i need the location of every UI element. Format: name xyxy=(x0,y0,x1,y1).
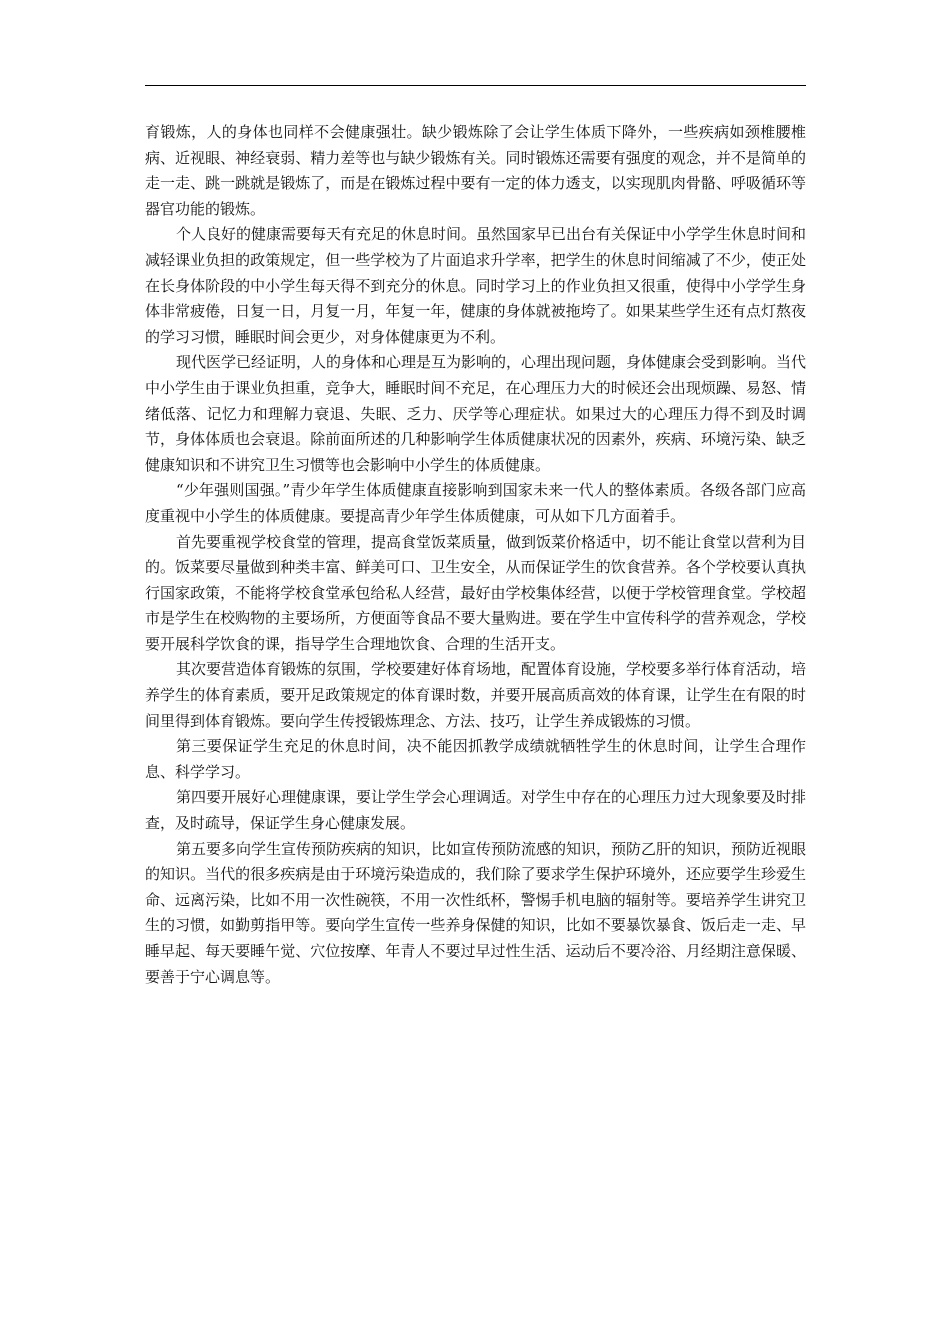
header-rule xyxy=(145,85,806,86)
paragraph-sports: 其次要营造体育锻炼的氛围，学校要建好体育场地，配置体育设施，学校要多举行体育活动，培养学生的体育素质，要开足政策规定的体育课时数，并要开展高质高效的体育课，让学生在有限的时间里得到体育锻炼。要向学生传授锻炼理念、方法、技巧，让学生养成锻炼的习惯。 xyxy=(145,660,807,730)
paragraph-exercise-continued: 育锻炼，人的身体也同样不会健康强壮。缺少锻炼除了会让学生体质下降外，一些疾病如颈椎腰椎病、近视眼、神经衰弱、精力差等也与缺少锻炼有关。同时锻炼还需要有强度的观念，并不是简单的走一走、跳一跳就是锻炼了，而是在锻炼过程中要有一定的体力透支，以实现肌肉骨骼、呼吸循环等器官功能的锻炼。 xyxy=(145,123,806,218)
paragraph-rest-guarantee: 第三要保证学生充足的休息时间，决不能因抓教学成绩就牺牲学生的休息时间，让学生合理作息、科学学习。 xyxy=(145,737,806,781)
paragraph-psychology: 现代医学已经证明，人的身体和心理是互为影响的，心理出现问题，身体健康会受到影响。当代中小学生由于课业负担重，竞争大，睡眠时间不充足，在心理压力大的时候还会出现烦躁、易怒、情绪低落、记忆力和理解力衰退、失眠、乏力、厌学等心理症状。如果过大的心理压力得不到及时调节，身体体质也会衰退。除前面所述的几种影响学生体质健康状况的因素外，疾病、环境污染、缺乏健康知识和不讲究卫生习惯等也会影响中小学生的体质健康。 xyxy=(145,353,807,474)
paragraph-canteen: 首先要重视学校食堂的管理，提高食堂饭菜质量，做到饭菜价格适中，切不能让食堂以营利为目的。饭菜要尽量做到种类丰富、鲜美可口、卫生安全，从而保证学生的饮食营养。各个学校要认真执行国家政策，不能将学校食堂承包给私人经营，最好由学校集体经营，以便于学校管理食堂。学校超市是学生在校购物的主要场所，方便面等食品不要大量购进。要在学生中宣传科学的营养观念，学校要开展科学饮食的课，指导学生合理地饮食、合理的生活开支。 xyxy=(145,532,807,653)
paragraph-mental-health: 第四要开展好心理健康课，要让学生学会心理调适。对学生中存在的心理压力过大现象要及时排查，及时疏导，保证学生身心健康发展。 xyxy=(145,788,807,833)
paragraph-rest-time: 个人良好的健康需要每天有充足的休息时间。虽然国家早已出台有关保证中小学学生休息时间和减轻课业负担的政策规定，但一些学校为了片面追求升学率，把学生的休息时间缩减了不少，使正处在长身体阶段的中小学生每天得不到充分的休息。同时学习上的作业负担又很重，使得中小学学生身体非常疲倦，日复一日，月复一月，年复一年，健康的身体就被拖垮了。如果某些学生还有点灯熬夜的学习习惯，睡眠时间会更少，对身体健康更为不利。 xyxy=(145,225,807,346)
paragraph-strong-youth: “少年强则国强。”青少年学生体质健康直接影响到国家未来一代人的整体素质。各级各部门应高度重视中小学生的体质健康。要提高青少年学生体质健康，可从如下几方面着手。 xyxy=(145,481,806,525)
paragraph-disease-prevention: 第五要多向学生宣传预防疾病的知识，比如宣传预防流感的知识，预防乙肝的知识，预防近视眼的知识。当代的很多疾病是由于环境污染造成的，我们除了要求学生保护环境外，还应要学生珍爱生命、远离污染，比如不用一次性碗筷，不用一次性纸杯，警惕手机电脑的辐射等。要培养学生讲究卫生的习惯，如勤剪指甲等。要向学生宣传一些养身保健的知识，比如不要暴饮暴食、饭后走一走、早睡早起、每天要睡午觉、穴位按摩、年青人不要过早过性生活、运动后不要冷浴、月经期注意保暖、要善于宁心调息等。 xyxy=(145,839,807,986)
body-text xyxy=(145,120,806,990)
